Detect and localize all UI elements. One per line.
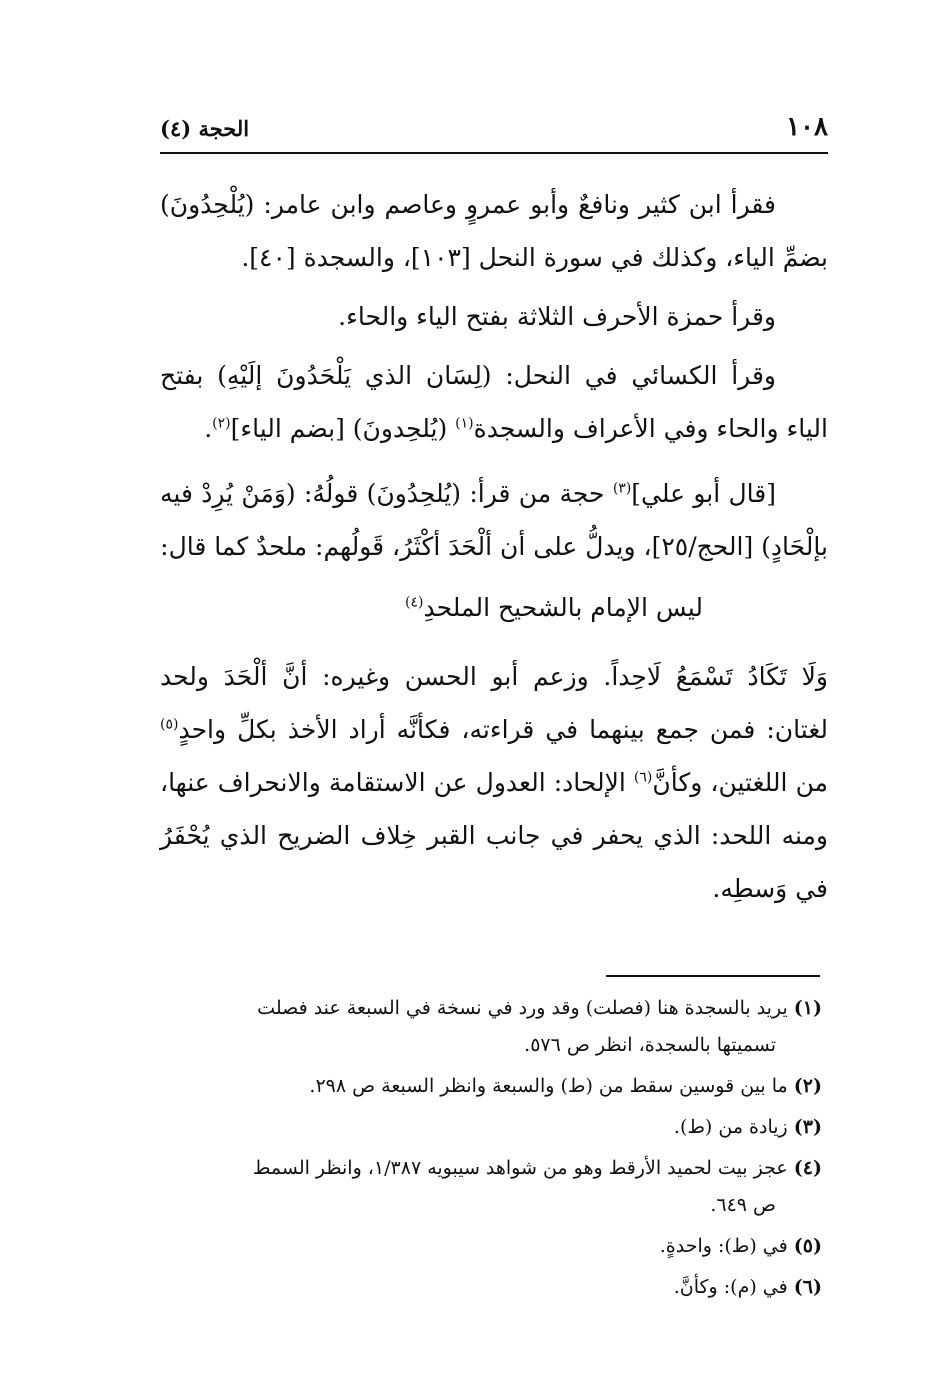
paragraph-3 [160,349,828,455]
paragraph-4 [160,467,828,573]
footnote-list [152,990,822,1306]
paragraph-5-text-c: الإلحاد: العدول عن الاستقامة والانحراف عنها، ومنه اللحد: الذي يحفر في جانب القبر خِلاف الضريح الذي يُحْفَرُ في وَسطِه. [160,768,828,903]
paragraph-5 [160,650,828,915]
main-text [160,178,828,915]
footnote-continuation: تسميتها بالسجدة، انظر ص ٥٧٦. [524,1034,776,1056]
verse-text: ليس الإمام بالشحيح الملحدِ [423,593,703,622]
footnote-text: في (ط): واحدةٍ. [659,1235,788,1257]
footnote-ref-3: (٣) [612,480,632,497]
footnote-ref-6: (٦) [633,769,653,786]
footnote-number: (٥) [793,1235,822,1257]
footnotes [152,990,822,1310]
footnote-ref-1: (١) [455,415,474,432]
footnote-6 [152,1269,822,1306]
footnote-2 [152,1068,822,1105]
footnote-ref-5: (٥) [160,716,179,733]
footnote-text: ما بين قوسين سقط من (ط) والسبعة وانظر السبعة ص ٢٩٨. [309,1075,788,1097]
paragraph-3-text-a: وقرأ الكسائي في النحل: (لِسَان الذي يَلْحَدُونَ إلَيْهِ) بفتح الياء والحاء وفي الأعراف والسجدة [160,361,828,443]
footnote-text: عجز بيت لحميد الأرقط وهو من شواهد سيبويه ١/٣٨٧، وانظر السمط [252,1157,788,1179]
page-header [160,108,828,154]
footnote-ref-2: (٢) [212,415,231,432]
footnote-number: (٤) [793,1157,822,1179]
paragraph-2: وقرأ حمزة الأحرف الثلاثة بفتح الياء والحاء. [338,302,776,331]
footnote-4 [152,1150,822,1224]
footnote-number: (١) [793,997,822,1019]
footnote-1 [152,990,822,1064]
footnote-number: (٣) [793,1116,822,1138]
paragraph-4-text-a: [قال أبو علي] [631,479,776,508]
running-title: الحجة (٤) [160,116,250,141]
paragraph-1: فقرأ ابن كثير ونافعٌ وأبو عمروٍ وعاصم وابن عامر: (يُلْحِدُونَ) بضمِّ الياء، وكذلك في سورة النحل [١٠٣]، والسجدة [٤٠]. [160,190,828,272]
poetry-verse [160,581,828,634]
footnote-separator [606,975,820,977]
footnote-number: (٦) [793,1276,822,1298]
footnote-text: في (م): وكأنَّ. [673,1276,788,1298]
footnote-text: يريد بالسجدة هنا (فصلت) وقد ورد في نسخة في السبعة عند فصلت [257,997,788,1019]
paragraph-5-text-a: وَلَا تَكَادُ تَسْمَعُ لَاحِداً. وزعم أبو الحسن وغيره: أنَّ ألْحَدَ ولحد لغتان: فمن جمع بينهما في قراءته، فكأنَّه أراد الأخذ بكلِّ واحدٍ [160,662,828,744]
footnote-text: زيادة من (ط). [673,1116,788,1138]
paragraph-5-text-b: من اللغتين، وكأنَّ [652,768,828,797]
paragraph-3-text-c: . [204,414,213,443]
paragraph-4-text-b: حجة من قرأ: (يُلحِدُونَ) قولُهُ: (وَمَنْ يُرِدْ فيه بإلْحَادٍ) [الحج/٢٥]، ويدلُّ على أن ألْحَدَ أكْثَرُ، قَولُهم: ملحدٌ كما قال: [160,479,828,561]
paragraph-3-text-b: (يُلحِدونَ) [بضم الياء] [230,414,456,443]
footnote-continuation: ص ٦٤٩. [710,1194,776,1216]
footnote-3 [152,1109,822,1146]
footnote-number: (٢) [793,1075,822,1097]
page-number: ١٠٨ [786,112,828,142]
footnote-5 [152,1228,822,1265]
footnote-ref-4: (٤) [405,594,424,611]
